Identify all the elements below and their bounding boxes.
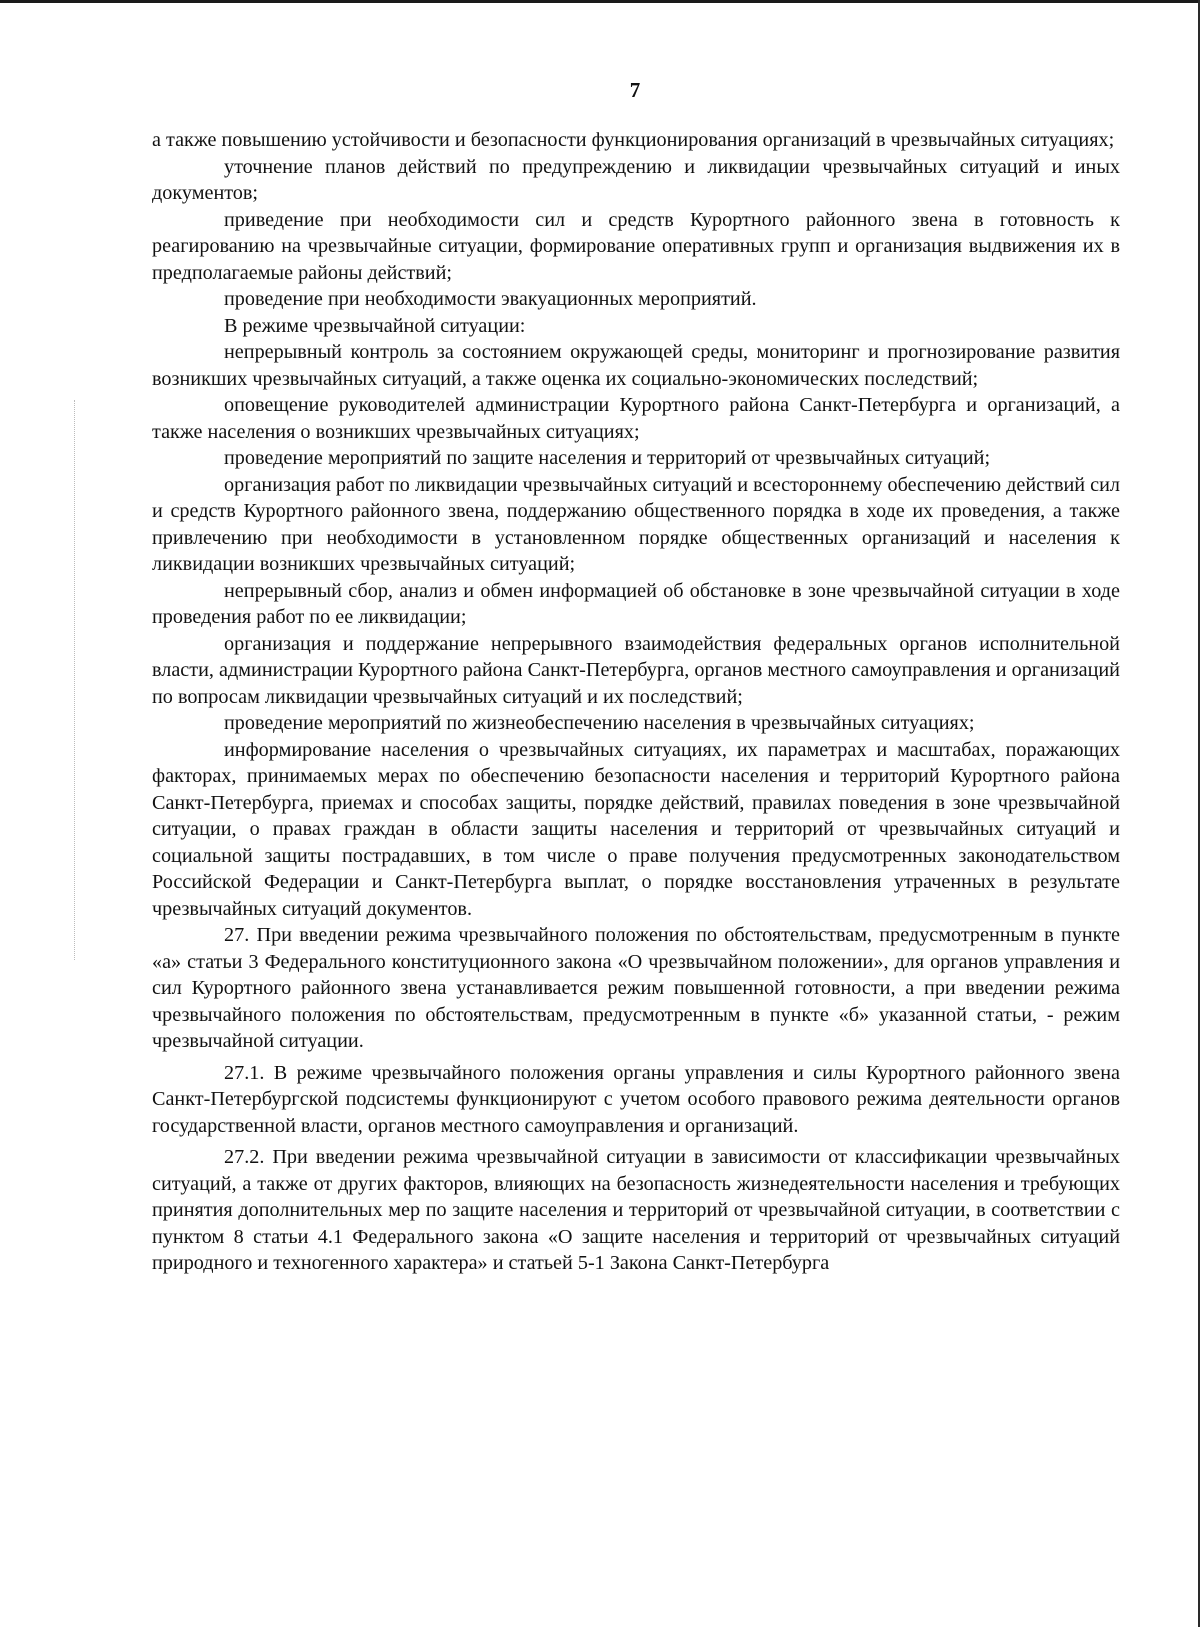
paragraph: организация и поддержание непрерывного взаимодействия федеральных органов исполнительной власти, администрации Курортного района Санкт-Петербурга, органов местного самоуправления и организаций по вопросам ликвидации чрезвычайных ситуаций и их последствий; [152,632,1120,708]
paragraph-section-27-2: 27.2. При введении режима чрезвычайной ситуации в зависимости от классификации чрезвычайных ситуаций, а также от других факторов, влияющих на безопасность жизнедеятельности населения и требующих принятия дополнительных мер по защите населения и территорий от чрезвычайной ситуации, в соответствии с пунктом 8 статьи 4.1 Федерального закона «О защите населения и территорий от чрезвычайных ситуаций природного и техногенного характера» и статьей 5-1 Закона Санкт-Петербурга [152,1146,1120,1274]
paragraph: В режиме чрезвычайной ситуации: [224,314,526,337]
paragraph: проведение мероприятий по защите населения и территорий от чрезвычайных ситуаций; [224,447,991,469]
scan-margin-specks [74,400,78,960]
paragraph: информирование населения о чрезвычайных ситуациях, их параметрах и масштабах, поражающих факторах, принимаемых мерах по обеспечению безопасности населения и территорий Курортного района Санкт-Петербурга, приемах и способах защиты, порядке действий, правилах поведения в зоне чрезвычайной ситуации, о правах граждан в области защиты населения и территорий от чрезвычайных ситуаций и социальной защиты пострадавших, в том числе о праве получения предусмотренных законодательством Российской Федерации и Санкт-Петербурга выплат, о порядке восстановления утраченных в результате чрезвычайных ситуаций документов. [152,738,1120,920]
document-body [152,127,1120,1277]
paragraph: непрерывный сбор, анализ и обмен информацией об обстановке в зоне чрезвычайной ситуации в ходе проведения работ по ее ликвидации; [152,579,1120,628]
paragraph: проведение мероприятий по жизнеобеспечению населения в чрезвычайных ситуациях; [224,712,975,734]
paragraph: а также повышению устойчивости и безопасности функционирования организаций в чрезвычайных ситуациях; [152,129,1115,151]
paragraph: непрерывный контроль за состоянием окружающей среды, мониторинг и прогнозирование развития возникших чрезвычайных ситуаций, а также оценка их социально-экономических последствий; [152,341,1120,390]
paragraph-section-27: 27. При введении режима чрезвычайного положения по обстоятельствам, предусмотренным в пункте «а» статьи 3 Федерального конституционного закона «О чрезвычайном положении», для органов управления и сил Курортного районного звена устанавливается режим повышенной готовности, а при введении режима чрезвычайного положения по обстоятельствам, предусмотренным в пункте «б» указанной статьи, - режим чрезвычайной ситуации. [152,924,1120,1052]
paragraph: оповещение руководителей администрации Курортного района Санкт-Петербурга и организаций, а также населения о возникших чрезвычайных ситуациях; [152,394,1120,443]
paragraph: уточнение планов действий по предупреждению и ликвидации чрезвычайных ситуаций и иных документов; [152,155,1120,204]
paragraph: организация работ по ликвидации чрезвычайных ситуаций и всестороннему обеспечению действий сил и средств Курортного районного звена, поддержанию общественного порядка в ходе их проведения, а также привлечению при необходимости в установленном порядке общественных организаций и населения к ликвидации возникших чрезвычайных ситуаций; [152,473,1120,575]
page-number: 7 [629,78,641,102]
paragraph: проведение при необходимости эвакуационных мероприятий. [224,288,757,310]
scan-border-top [0,0,1200,3]
paragraph-section-27-1: 27.1. В режиме чрезвычайного положения органы управления и силы Курортного районного звена Санкт-Петербургской подсистемы функционируют с учетом особого правового режима деятельности органов государственной власти, органов местного самоуправления и организаций. [152,1061,1120,1137]
paragraph: приведение при необходимости сил и средств Курортного районного звена в готовность к реагированию на чрезвычайные ситуации, формирование оперативных групп и организация выдвижения их в предполагаемые районы действий; [152,208,1120,284]
